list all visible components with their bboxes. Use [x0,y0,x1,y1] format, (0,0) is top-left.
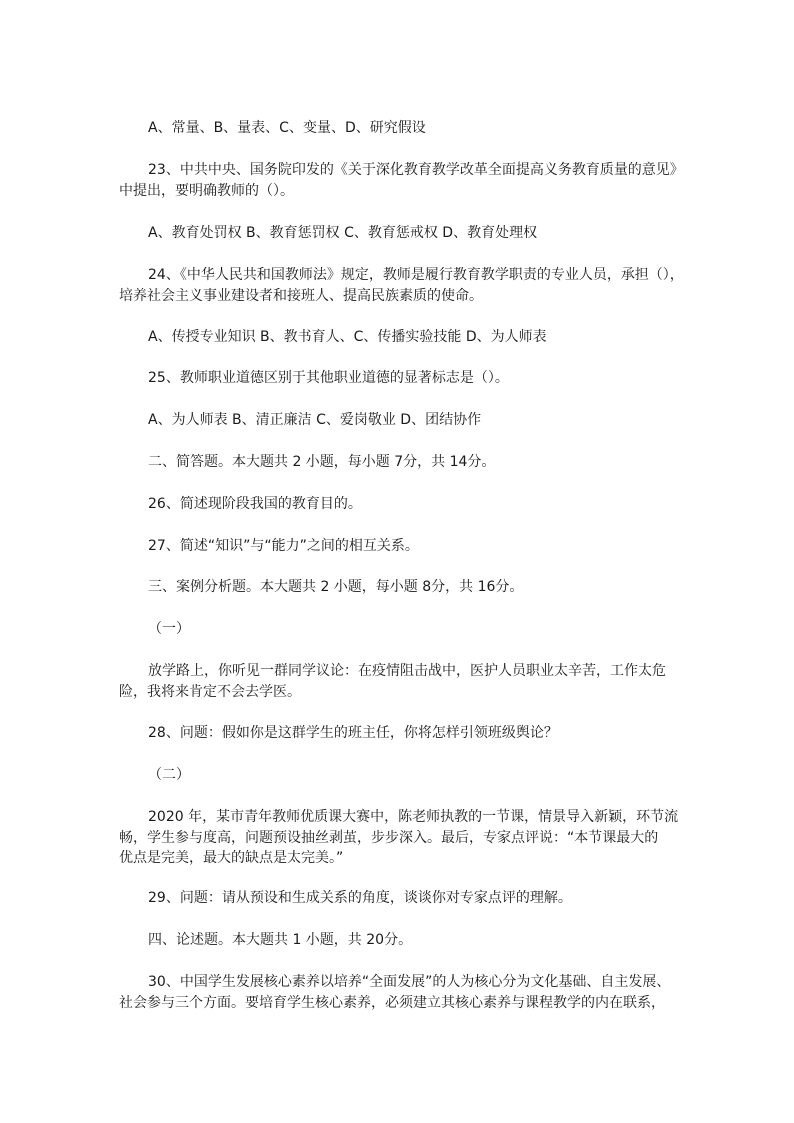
paragraph [119,368,689,389]
paragraph [119,577,689,598]
paragraph [119,410,689,431]
paragraph-line: 23、中共中央、国务院印发的《关于深化教育教学改革全面提高义务教育质量的意见》 [148,162,684,178]
paragraph [119,723,689,744]
paragraph [119,765,689,786]
paragraph-line: 2020 年，某市青年教师优质课大赛中，陈老师执教的一节课，情景导入新颖，环节流 [148,809,679,825]
paragraph [119,327,689,348]
paragraph [119,807,689,869]
paragraph [119,160,689,201]
paragraph-line: 险，我将来肯定不会去学医。 [119,683,301,700]
paragraph-line: 二、简答题。本大题共 2 小题，每小题 7分，共 14分。 [148,454,496,470]
paragraph-line: A、传授专业知识 B、教书育人、C、传播实验技能 D、为人师表 [148,329,547,345]
paragraph-line: A、为人师表 B、清正廉洁 C、爱岗敬业 D、团结协作 [148,412,482,428]
paragraph [119,494,689,515]
paragraph [119,888,689,909]
paragraph-line: A、教育处罚权 B、教育惩罚权 C、教育惩戒权 D、教育处理权 [148,225,538,241]
paragraph-line: 25、教师职业道德区别于其他职业道德的显著标志是（）。 [148,370,509,386]
paragraph-line: 26、简述现阶段我国的教育目的。 [148,496,362,512]
paragraph [119,661,689,702]
paragraph-line: 中提出，要明确教师的（）。 [119,182,294,199]
paragraph-line: 27、简述“知识”与“能力”之间的相互关系。 [148,538,419,554]
paragraph-line: 29、问题：请从预设和生成关系的角度，谈谈你对专家点评的理解。 [148,890,572,906]
paragraph [119,265,689,306]
paragraph-line: 畅，学生参与度高，问题预设抽丝剥茧，步步深入。最后，专家点评说：“本节课最大的 [119,829,659,846]
paragraph [119,536,689,557]
paragraph-line: 放学路上，你听见一群同学议论：在疫情阻击战中，医护人员职业太辛苦，工作太危 [148,663,666,679]
paragraph [119,619,689,640]
paragraph-line: （二） [148,767,190,783]
paragraph-line: （一） [148,621,190,637]
paragraph-line: 24、《中华人民共和国教师法》规定，教师是履行教育教学职责的专业人员，承担（）， [148,267,684,283]
paragraph-line: A、常量、B、量表、C、变量、D、研究假设 [148,120,426,136]
paragraph [119,118,689,139]
paragraph [119,223,689,244]
paragraph-line: 三、案例分析题。本大题共 2 小题，每小题 8分，共 16分。 [148,579,524,595]
paragraph-line: 优点是完美，最大的缺点是太完美。” [119,850,344,866]
paragraph [119,972,689,1013]
paragraph-line: 社会参与三个方面。要培育学生核心素养，必须建立其核心素养与课程教学的内在联系， [119,994,665,1011]
paragraph-line: 28、问题：假如你是这群学生的班主任，你将怎样引领班级舆论？ [148,725,558,741]
paragraph [119,452,689,473]
paragraph [119,930,689,951]
paragraph-line: 四、论述题。本大题共 1 小题，共 20分。 [148,932,413,948]
paragraph-line: 培养社会主义事业建设者和接班人、提高民族素质的使命。 [119,287,483,304]
paragraph-line: 30、中国学生发展核心素养以培养“全面发展”的人为核心分为文化基础、自主发展、 [148,974,671,990]
